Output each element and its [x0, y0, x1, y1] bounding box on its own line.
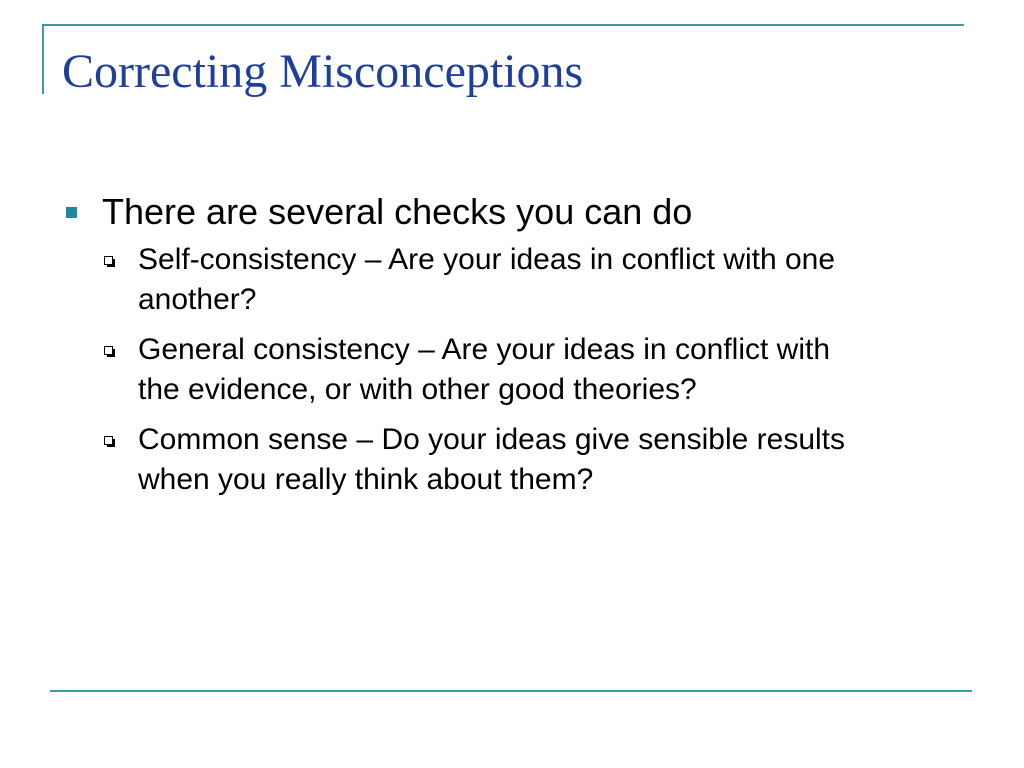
sub-bullet-item — [60, 420, 858, 500]
box-bullet-icon — [104, 436, 113, 445]
title-frame-left-line — [42, 24, 44, 94]
bullet-item — [60, 190, 960, 234]
sub-bullet-list — [60, 240, 960, 500]
square-bullet-icon — [66, 207, 77, 218]
bullet-text: There are several checks you can do — [102, 191, 693, 232]
title-frame-top-line — [42, 24, 964, 26]
sub-bullet-item — [60, 330, 858, 410]
sub-bullet-text: Self-consistency – Are your ideas in conflict with one another? — [138, 243, 836, 316]
sub-bullet-text: Common sense – Do your ideas give sensible results when you really think about them? — [138, 423, 846, 496]
sub-bullet-text: General consistency – Are your ideas in conflict with the evidence, or with other good theories? — [138, 333, 831, 406]
slide-title: Correcting Misconceptions — [62, 45, 584, 98]
box-bullet-icon — [104, 256, 113, 265]
slide-body — [60, 190, 960, 510]
footer-line — [50, 690, 972, 692]
box-bullet-icon — [104, 346, 113, 355]
sub-bullet-item — [60, 240, 858, 320]
